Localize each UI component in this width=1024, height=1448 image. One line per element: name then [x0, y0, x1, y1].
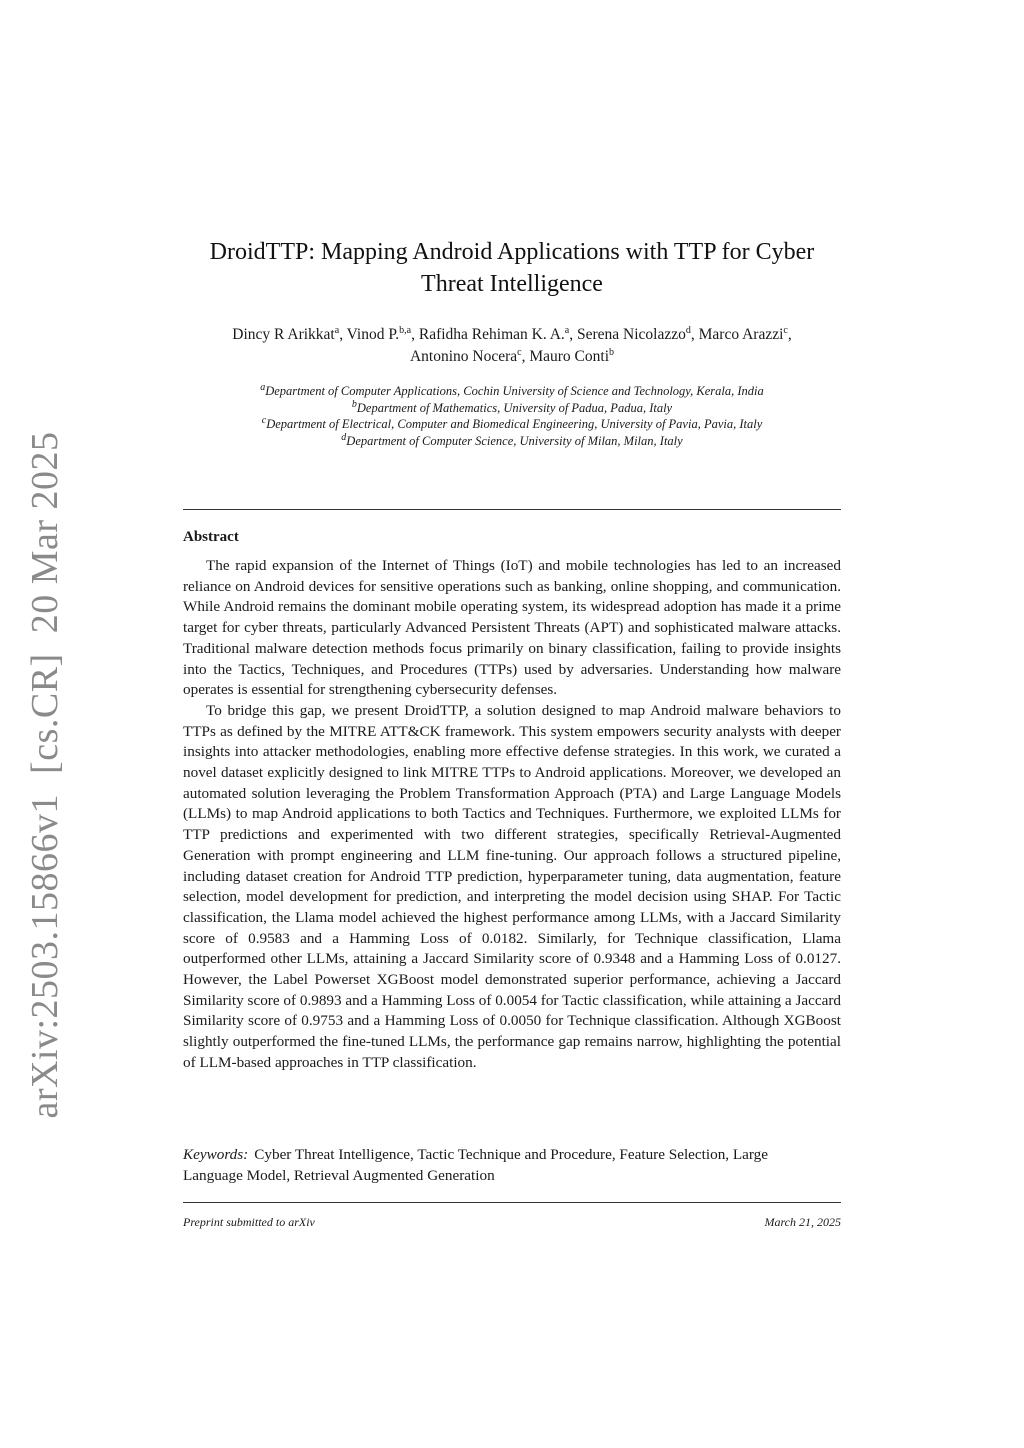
author: Mauro Conti$^b$	[529, 346, 615, 365]
affiliation: $^c$Department of Electrical, Computer and Biomedical Engineering, University of Pavia, Pavia, Italy	[261, 414, 763, 431]
author: Marco Arazzi$^c$	[698, 324, 788, 343]
keywords-label: Keywords:	[183, 1146, 249, 1163]
affiliation-list	[183, 383, 841, 449]
keywords	[183, 1145, 823, 1186]
bottom-divider	[183, 1202, 841, 1203]
footer-date: March 21, 2025	[764, 1215, 841, 1229]
top-divider	[183, 509, 841, 510]
author: Rafidha Rehiman K. A.$^a$	[418, 324, 570, 343]
abstract-paragraph: To bridge this gap, we present DroidTTP, a solution designed to map Android malware behaviors to TTPs as defined by the MITRE ATT&CK framework. This system empowers security analysts with deeper insights into attacker methodologies, enabling more effective defense strategies. In this work, we curated a novel dataset explicitly designed to link MITRE TTPs to Android applications. Moreover, we developed an automated solution leveraging the Problem Transformation Approach (PTA) and Large Language Models (LLMs) to map Android applications to both Tactics and Techniques. Furthermore, we exploited LLMs for TTP predictions and experimented with two different strategies, specifically Retrieval-Augmented Generation with prompt engineering and LLM fine-tuning. Our approach follows a structured pipeline, including dataset creation for Android TTP prediction, hyperparameter tuning, data augmentation, feature selection, model development for prediction, and interpreting the model decision using SHAP. For Tactic classification, the Llama model achieved the highest performance among LLMs, with a Jaccard Similarity score of 0.9583 and a Hamming Loss of 0.0182. Similarly, for Technique classification, Llama outperformed other LLMs, attaining a Jaccard Similarity score of 0.9348 and a Hamming Loss of 0.0127. However, the Label Powerset XGBoost model demonstrated superior performance, achieving a Jaccard Similarity score of 0.9893 and a Hamming Loss of 0.0054 for Tactic classification, while attaining a Jaccard Similarity score of 0.9753 and a Hamming Loss of 0.0050 for Technique classification. Although XGBoost slightly outperformed the fine-tuned LLMs, the performance gap remains narrow, highlighting the potential of LLM-based approaches in TTP classification.	[183, 701, 841, 1071]
author: Serena Nicolazzo$^d$	[577, 324, 691, 343]
abstract-body	[183, 556, 841, 1074]
author: Dincy R Arikkat$^a$	[232, 324, 340, 343]
paper-title: DroidTTP: Mapping Android Applications with TTP for Cyber Threat Intelligence	[209, 239, 815, 297]
affiliation: $^b$Department of Mathematics, University of Padua, Padua, Italy	[351, 398, 673, 415]
author-list: Dincy R Arikkat$^a$, Vinod P.$^{b,a}$, Rafidha Rehiman K. A.$^a$, Serena Nicolazzo$^d$, Marco Arazzi$^c$, Antonino Nocera$^c$, Mauro Conti$^b$	[232, 324, 792, 365]
keywords-text: Cyber Threat Intelligence, Tactic Technique and Procedure, Feature Selection, Large Language Model, Retrieval Augmented Generation	[183, 1146, 769, 1184]
footer-preprint-note: Preprint submitted to arXiv	[183, 1215, 315, 1229]
arxiv-identifier-stamp: arXiv:2503.15866v1 [cs.CR] 20 Mar 2025	[24, 431, 66, 1119]
abstract-heading: Abstract	[183, 529, 239, 545]
author: Vinod P.$^{b,a}$	[346, 324, 412, 343]
affiliation: $^a$Department of Computer Applications, Cochin University of Science and Technology, Kerala, India	[260, 381, 764, 398]
abstract-paragraph: The rapid expansion of the Internet of Things (IoT) and mobile technologies has led to an increased reliance on Android devices for sensitive operations such as banking, online shopping, and communication. While Android remains the dominant mobile operating system, its widespread adoption has made it a prime target for cyber threats, particularly Advanced Persistent Threats (APT) and sophisticated malware attacks. Traditional malware detection methods focus primarily on binary classification, failing to provide insights into the Tactics, Techniques, and Procedures (TTPs) used by adversaries. Understanding how malware operates is essential for strengthening cybersecurity defenses.	[183, 557, 841, 699]
affiliation: $^d$Department of Computer Science, University of Milan, Milan, Italy	[341, 431, 683, 448]
author: Antonino Nocera$^c$	[409, 346, 522, 365]
